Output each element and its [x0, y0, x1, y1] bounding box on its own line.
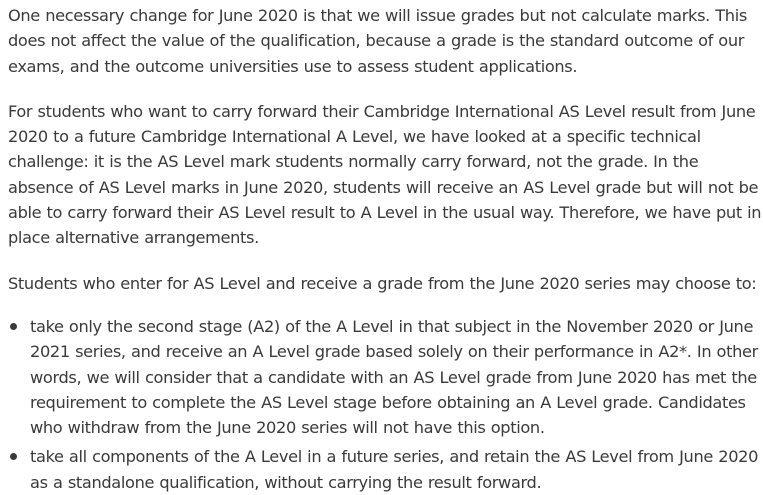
paragraph-options-intro: Students who enter for AS Level and receive a grade from the June 2020 series may choose to:	[8, 273, 757, 293]
options-list	[8, 314, 763, 495]
paragraph-carry-forward: For students who want to carry forward their Cambridge International AS Level result from June 2020 to a future Cambridge International A Level, we have looked at a specific technical challenge: it is the AS Level mark students normally carry forward, not the grade. In the absence of AS Level marks in June 2020, students will receive an AS Level grade but will not be able to carry forward their AS Level result to A Level in the usual way. Therefore, we have put in place alternative arrangements.	[8, 101, 762, 248]
list-item	[8, 444, 763, 495]
list-item-text: take only the second stage (A2) of the A Level in that subject in the November 2020 or June 2021 series, and receive an A Level grade based solely on their performance in A2*. In other words, we will consider that a candidate with an AS Level grade from June 2020 has met the requirement to complete the AS Level stage before obtaining an A Level grade. Candidates who withdraw from the June 2020 series will not have this option.	[30, 316, 758, 438]
list-item-text: take all components of the A Level in a future series, and retain the AS Level from June 2020 as a standalone qualification, without carrying the result forward.	[30, 447, 759, 492]
list-item	[8, 314, 763, 440]
paragraph-grades-not-marks: One necessary change for June 2020 is that we will issue grades but not calculate marks. This does not affect the value of the qualification, because a grade is the standard outcome of our exams, and the outcome universities use to assess student applications.	[8, 6, 747, 76]
bullet-icon	[10, 323, 17, 330]
bullet-icon	[10, 453, 17, 460]
